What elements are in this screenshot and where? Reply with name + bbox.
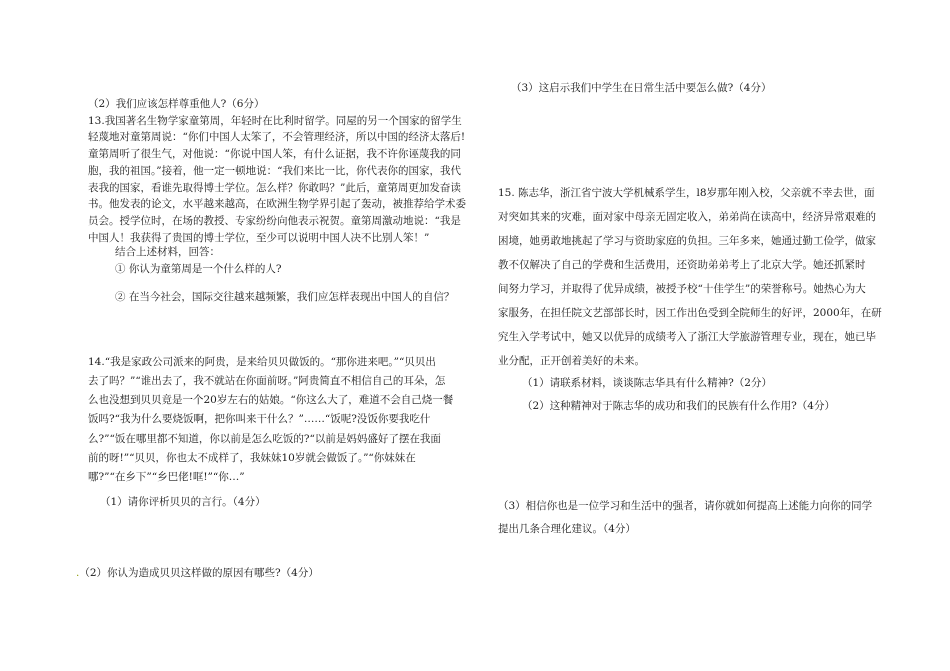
q15-line: 15. 陈志华，浙江省宁波大学机械系学生，l8岁那年刚入校，父亲就不幸去世，面: [498, 187, 875, 199]
q13-line: 书。他发表的论文，水平越来越高，在欧洲生物学界引起了轰动，被推荐给学术委: [88, 198, 466, 210]
q15-line: 对突如其来的灾难，面对家中母亲无固定收入，弟弟尚在读高中，经济异常艰难的: [498, 211, 876, 223]
q14-line: 么?”“饭在哪里都不知道，你以前是怎么吃饭的?“以前是妈妈盛好了摆在我面: [88, 433, 441, 445]
q14-line: 14.“我是家政公司派来的阿贵，是来给贝贝做饭的。“那你进来吧。”“贝贝出: [88, 356, 436, 368]
q13-line: 员会。授学位时，在场的教授、专家纷纷向他表示祝贺。童第周激动地说：“我是: [88, 215, 461, 227]
q14-sub2: [76, 566, 319, 580]
q15-sub3-line: （3）相信你也是一位学习和生活中的强者，请你就如何提高上述能力向你的同学: [498, 500, 873, 512]
q14-line: 饭吗?“我为什么要烧饭啊，把你叫来干什么？”……“饭呢?没饭你要我吃什: [88, 413, 431, 425]
q13-line: 表我的国家，看谁先取得博士学位。怎么样？你敢吗？”此后，童第周更加发奋读: [88, 182, 461, 194]
q15-line: 究生入学考试中，她又以优异的成绩考入了浙江大学旅游管理专业，现在，她已毕: [498, 331, 876, 343]
q15-line: 家服务，在担任院文艺部部长时，因工作出色受到全院师生的好评，2000年，在研: [498, 307, 882, 319]
q13-instruction: 结合上述材料，回答：: [115, 246, 220, 258]
q14-sub3: （3）这启示我们中学生在日常生活中要怎么做?（4分）: [511, 82, 772, 94]
q15-sub2: （2）这种精神对于陈志华的成功和我们的民族有什么作用?（4分）: [522, 400, 835, 412]
q15-sub1: （1）请联系材料，谈谈陈志华具有什么精神?（2分）: [522, 377, 772, 389]
q12-part2: （2）我们应该怎样尊重他人?（6分）: [88, 98, 265, 110]
q13-line: 中国人！我获得了贵国的博士学位，至少可以说明中国人决不比别人笨！”: [88, 232, 430, 244]
q13-sub1: ① 你认为童第周是一个什么样的人?: [115, 263, 282, 275]
q15-sub3-line: 提出几条合理化建议。（4分）: [498, 523, 636, 535]
q13-line: 胞，我的祖国。”接着，他一定一顿地说：“我们来比一比，你代表你的国家，我代: [88, 165, 461, 177]
q14-sub1: （1）请你评析贝贝的言行。（4分）: [100, 496, 266, 508]
q15-line: 困境，她勇敢地挑起了学习与资助家庭的负担。三年多来，她通过勤工俭学，做家: [498, 235, 876, 247]
q15-line: 间努力学习，并取得了优异成绩，被授予校“十佳学生”的荣誉称号。她热心为大: [498, 283, 866, 295]
q13-sub2: ② 在当今社会，国际交往越来越频繁，我们应怎样表现出中国人的自信？: [115, 291, 455, 303]
q15-line: 教不仅解决了自己的学费和生活费用，还资助弟弟考上了北京大学。她还抓紧时: [498, 259, 866, 271]
q13-line: 轻蔑地对童第周说：“你们中国人太笨了，不会管理经济，所以中国的经济太落后!: [88, 131, 466, 143]
q14-sub2-text: （2）你认为造成贝贝这样做的原因有哪些?（4分）: [79, 567, 319, 579]
marker-dot: .: [76, 567, 80, 579]
q13-line: 13.我国著名生物学家童第周，年轻时在比利时留学。同屋的另一个国家的留学生: [88, 115, 462, 127]
q15-line: 业分配，正开创着美好的未来。: [498, 355, 645, 367]
q14-line: 前的呀!”“贝贝，你也太不成样了，我妹妹10岁就会做饭了。”“你妹妹在: [88, 452, 416, 464]
q14-line: 哪?”“在乡下”“乡巴佬!哐!”“你…”: [88, 471, 245, 483]
q14-line: 去了吗？”“谁出去了，我不就站在你面前呀。”阿贵简直不相信自己的耳朵，怎: [88, 375, 446, 387]
q13-line: 童第周听了很生气，对他说：“你说中国人笨，有什么证据，我不许你诬蔑我的同: [88, 148, 461, 160]
q14-line: 么也没想到贝贝竟是一个20岁左右的姑娘。“你这么大了，难道不会自己烧一餐: [88, 394, 454, 406]
